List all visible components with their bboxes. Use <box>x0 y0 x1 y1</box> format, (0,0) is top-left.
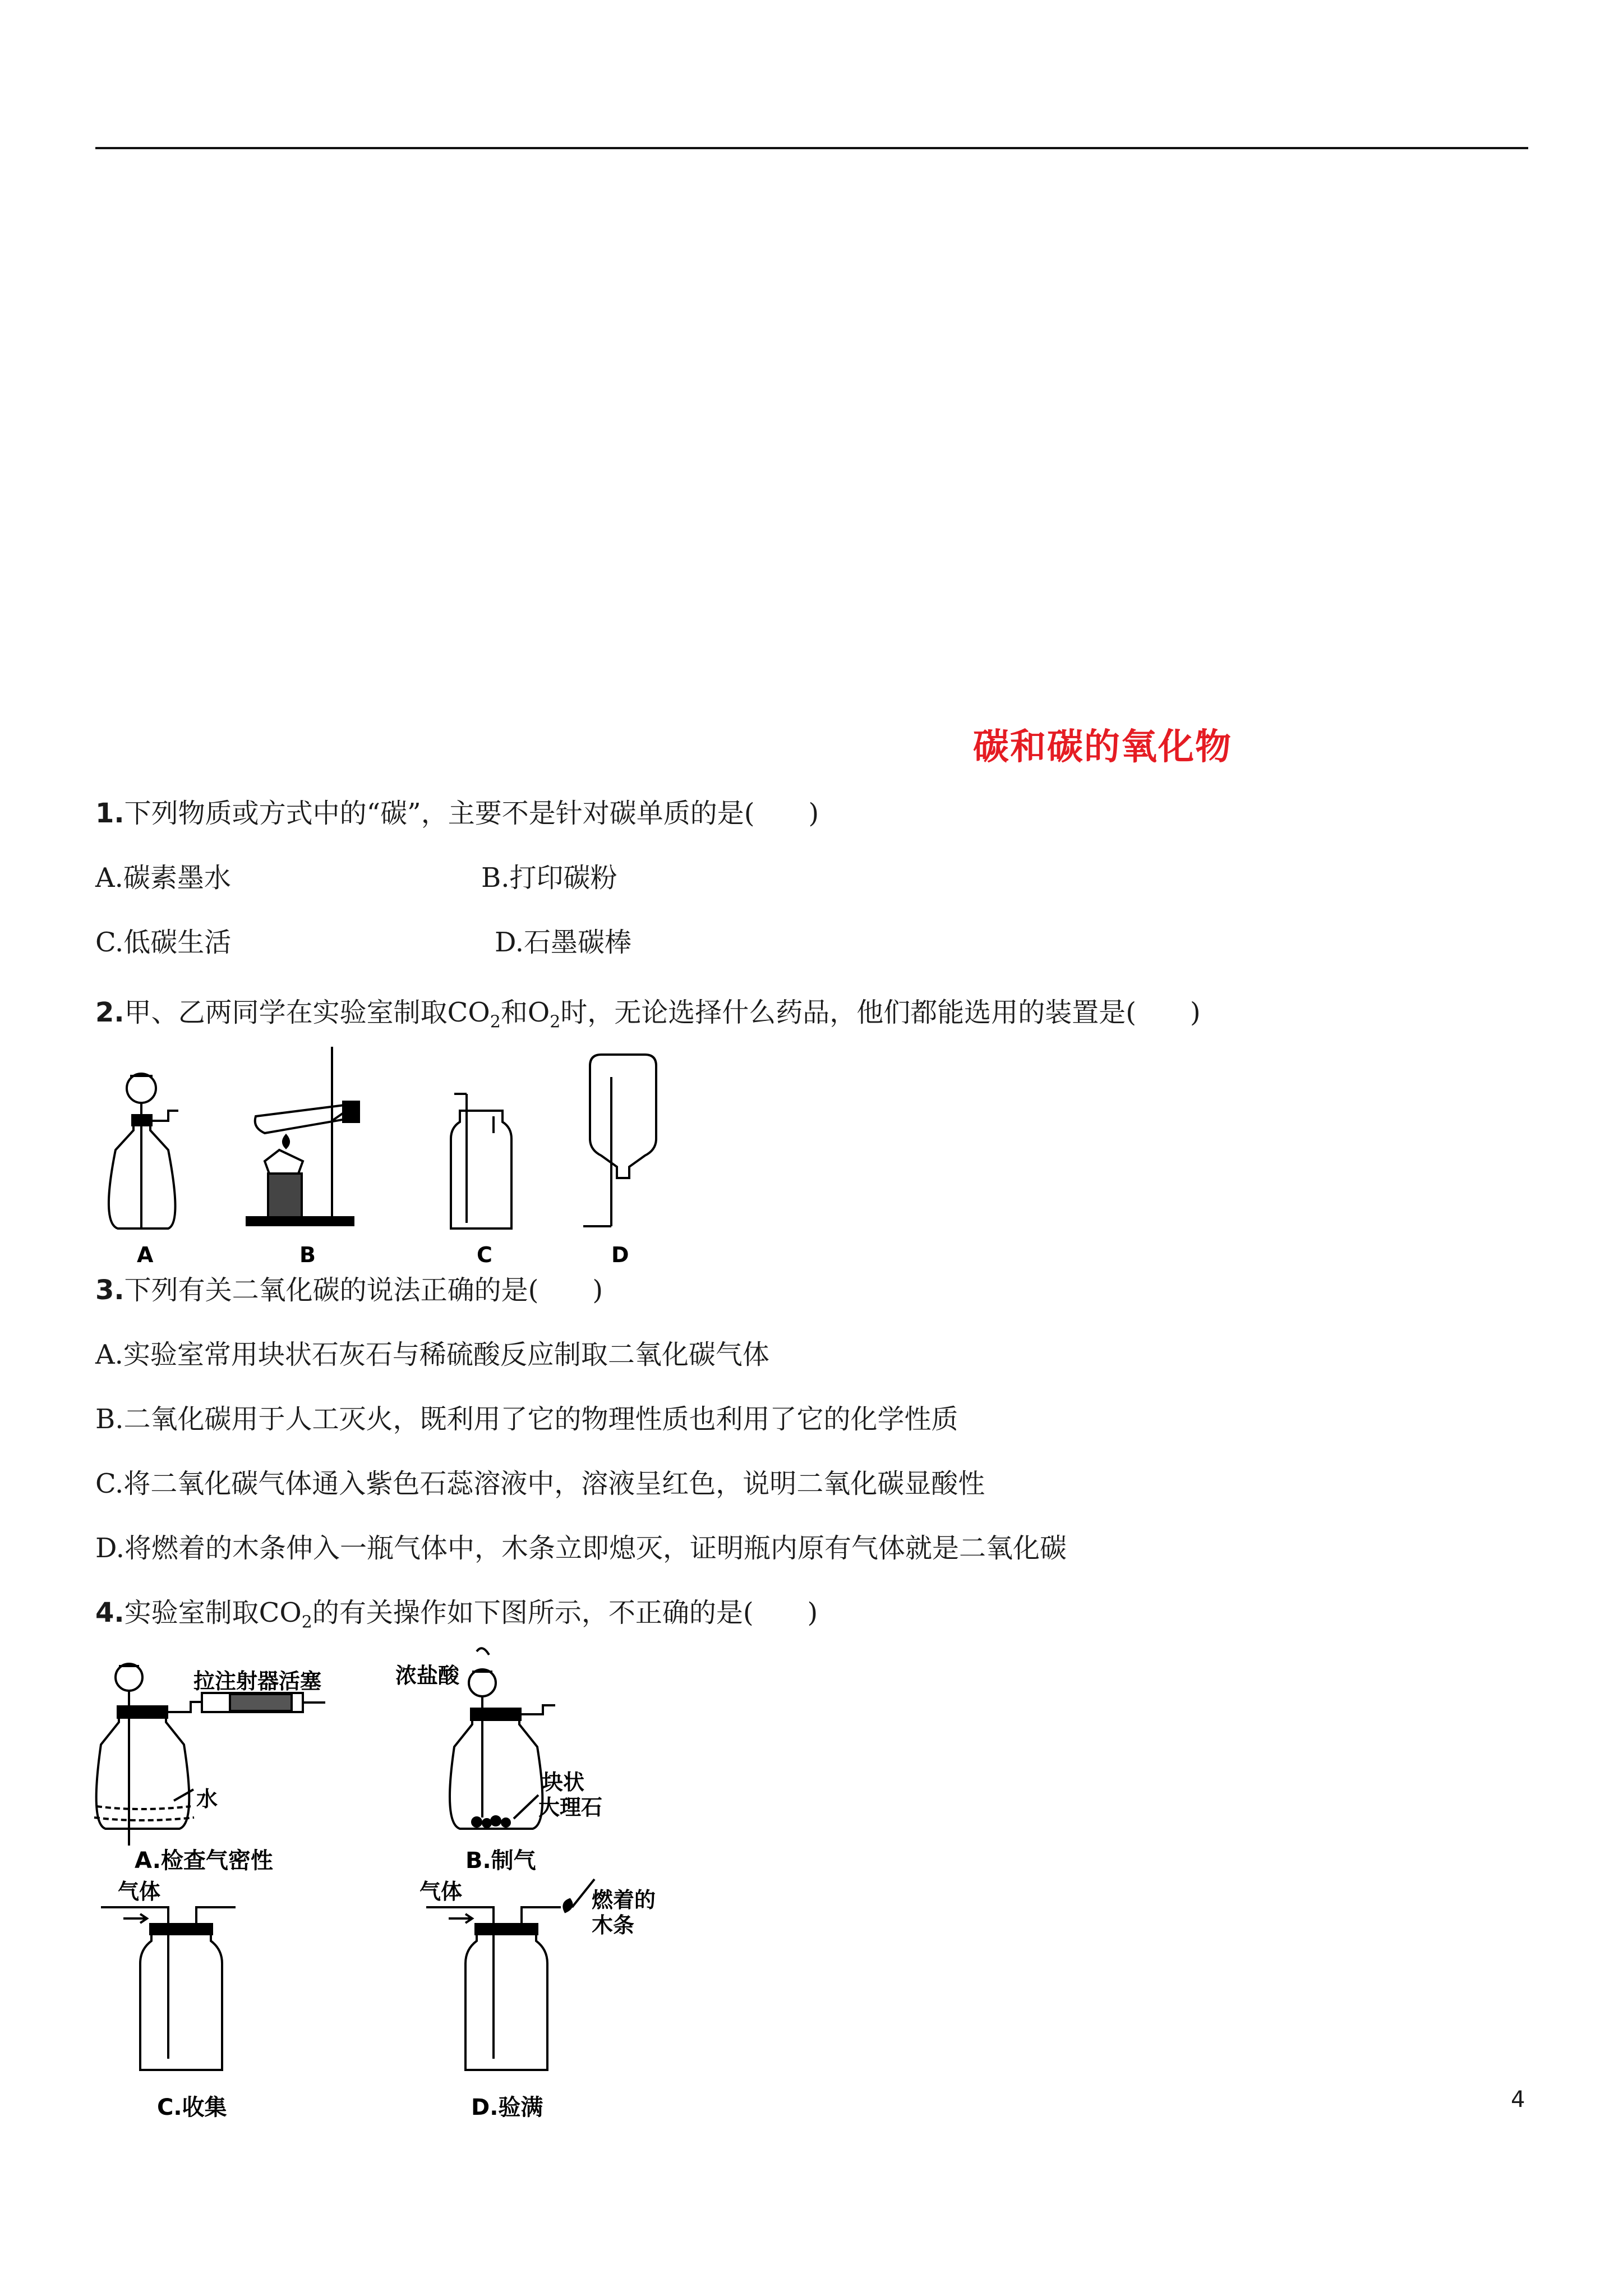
apparatus-a-flask <box>109 1074 178 1228</box>
question-2 <box>95 996 1201 1039</box>
question-number: 1. <box>95 798 125 829</box>
q3-option-a: A.实验室常用块状石灰石与稀硫酸反应制取二氧化碳气体 <box>95 1339 769 1370</box>
label-water: 水 <box>196 1787 218 1811</box>
page-number: 4 <box>1511 2087 1525 2113</box>
operation-d-full-check <box>426 1879 594 2070</box>
apparatus-b-heating <box>247 1047 359 1225</box>
q3-option-b: B.二氧化碳用于人工灭火，既利用了它的物理性质也利用了它的化学性质 <box>95 1404 958 1435</box>
formula-co2: CO <box>259 1597 302 1628</box>
q1-option-d: D.石墨碳棒 <box>495 927 632 958</box>
apparatus-c-bottle <box>451 1094 511 1228</box>
label-marble-1: 块状 <box>542 1770 585 1795</box>
label-gas-d: 气体 <box>419 1879 463 1904</box>
question-text-part: 的有关操作如下图所示，不正确的是( ) <box>312 1597 818 1628</box>
apparatus-d-inverted <box>583 1055 656 1226</box>
q1-option-c: C.低碳生活 <box>95 927 232 958</box>
caption-b: B.制气 <box>465 1848 536 1874</box>
operation-c-collecting <box>101 1907 236 2070</box>
caption-d: D.验满 <box>471 2095 543 2120</box>
formula-o2: O <box>527 997 550 1028</box>
formula-subscript: 2 <box>301 1612 312 1632</box>
question-number: 2. <box>95 997 125 1028</box>
q4-operations-figure <box>90 1644 684 2132</box>
apparatus-label-c: C <box>477 1243 492 1267</box>
question-text-part: 实验室制取 <box>124 1597 259 1628</box>
question-text-part: 和 <box>500 997 528 1028</box>
operations-diagram <box>90 1644 684 2132</box>
page-title: 碳和碳的氧化物 <box>973 726 1232 768</box>
apparatus-label-a: A <box>137 1243 154 1267</box>
question-text-part: 甲、乙两同学在实验室制取 <box>124 997 448 1028</box>
apparatus-label-d: D <box>611 1243 629 1267</box>
q2-apparatus-figure <box>90 1043 673 1268</box>
q3-option-c: C.将二氧化碳气体通入紫色石蕊溶液中，溶液呈红色，说明二氧化碳显酸性 <box>95 1468 985 1499</box>
formula-co2: CO <box>447 997 490 1028</box>
label-stick-1: 燃着的 <box>592 1888 656 1912</box>
question-4 <box>95 1596 818 1640</box>
header-rule <box>95 147 1528 149</box>
caption-a: A.检查气密性 <box>135 1848 273 1874</box>
label-stick-2: 木条 <box>592 1913 635 1938</box>
q3-option-d: D.将燃着的木条伸入一瓶气体中，木条立即熄灭，证明瓶内原有气体就是二氧化碳 <box>95 1533 1067 1564</box>
question-text: 下列有关二氧化碳的说法正确的是( ) <box>124 1274 603 1306</box>
q1-option-a: A.碳素墨水 <box>95 862 231 894</box>
apparatus-label-b: B <box>299 1243 316 1267</box>
question-number: 3. <box>95 1274 125 1306</box>
caption-c: C.收集 <box>157 2095 227 2120</box>
label-conc-hcl: 浓盐酸 <box>395 1663 460 1688</box>
formula-subscript: 2 <box>490 1012 501 1032</box>
label-gas-c: 气体 <box>118 1879 161 1904</box>
question-text: 下列物质或方式中的“碳”，主要不是针对碳单质的是( ) <box>124 798 819 829</box>
q1-option-b: B.打印碳粉 <box>481 862 617 894</box>
formula-subscript: 2 <box>550 1012 561 1032</box>
question-3 <box>95 1273 603 1307</box>
question-number: 4. <box>95 1597 125 1628</box>
label-syringe: 拉注射器活塞 <box>193 1669 322 1694</box>
apparatus-diagram <box>90 1043 673 1268</box>
question-text-part: 时，无论选择什么药品，他们都能选用的装置是( ) <box>560 997 1201 1028</box>
question-1 <box>95 797 819 830</box>
label-marble-2: 大理石 <box>538 1795 603 1820</box>
